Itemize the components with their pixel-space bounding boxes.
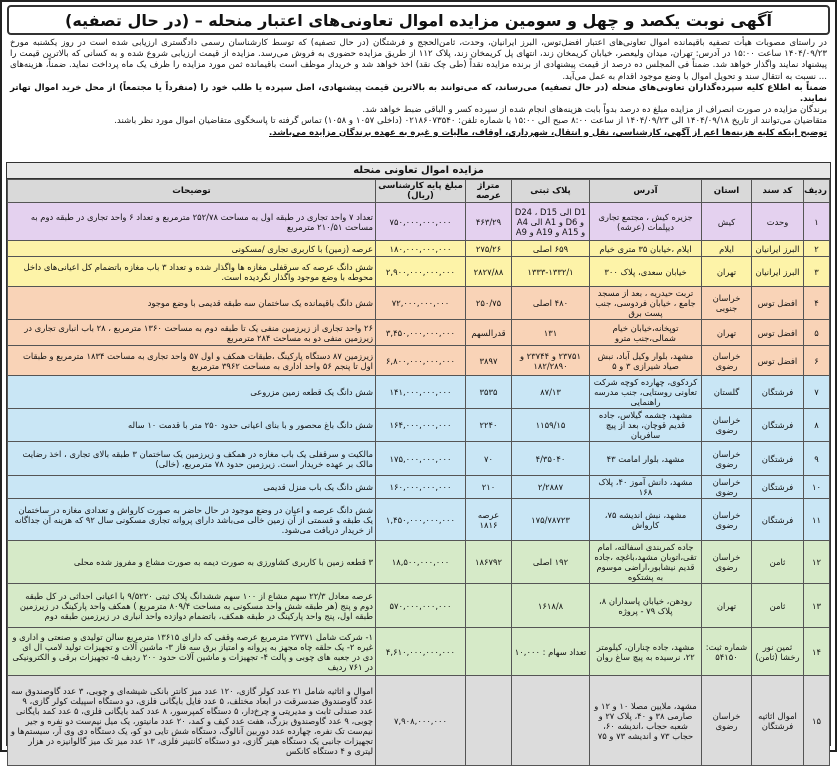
cell-doc-code: ثامن (752, 541, 804, 584)
cell-address: کردکوی، چهارده کوچه شرکت تعاونی روستایی، جنب مدرسه راهنمایی (590, 376, 702, 409)
cell-province: خراسان رضوی (702, 346, 752, 376)
cell-province: خراسان رضوی (702, 409, 752, 442)
cell-registration-plate: ۱۳۱ (512, 320, 590, 346)
cell-doc-code: افضل توس (752, 320, 804, 346)
cell-address: ایلام ،خیابان ۳۵ متری خیام (590, 241, 702, 257)
cell-province: خراسان رضوی (702, 476, 752, 499)
cell-area: قدرالسهم (466, 320, 512, 346)
cell-address: مشهد، چشمه گیلاس، جاده قدیم قوچان، بعد از پیچ سافریان (590, 409, 702, 442)
table-row (8, 241, 830, 257)
table-caption: مزایده اموال تعاونی منحله (7, 163, 830, 179)
cell-province: تهران (702, 584, 752, 628)
cell-doc-code: وحدت (752, 203, 804, 241)
cell-address: رودهن، خیابان پاسداران ۸، پلاک ۷۹ - پروژه (590, 584, 702, 628)
cell-province: خراسان رضوی (702, 541, 752, 584)
cell-province: تهران (702, 257, 752, 287)
cell-registration-plate: ۱۶۱۸/۸ (512, 584, 590, 628)
cell-row-number: ۱۴ (804, 628, 830, 676)
cell-province: خراسان رضوی (702, 499, 752, 541)
cell-description: شش دانگ باغ محصور و با بنای اعیانی حدود ۲۵۰ متر با قدمت ۱۰ ساله (8, 409, 376, 442)
cell-address: توپخانه،خیابان خیام شمالی،جنب مترو (590, 320, 702, 346)
header-base-price: مبلغ پایه کارشناسی (ریال) (376, 180, 466, 203)
cell-description: عرصه معادل ۲۲/۳ سهم مشاع از ۱۰۰ سهم ششدانگ پلاک ثبتی ۹/۵۲۲۰ با اعیانی احداثی در کل طبقه دوم و پنج (هر طبقه شش واحد مسکونی به مساحت ۸۰۹/۴ مترمربع ) همکف واحد پارکینگ در زیرزمین طبقه اول، پنج واحد پارکینگ در طبقه همکف، باتضمام دوازده واحد انباری در زیرزمین طبقه دوم (8, 584, 376, 628)
cell-address: مشهد، بلوار وکیل آباد، نبش صیاد شیرازی ۳ و ۵ (590, 346, 702, 376)
cell-province: تهران (702, 320, 752, 346)
intro-text (10, 38, 827, 158)
cell-registration-plate (512, 676, 590, 766)
cell-doc-code: افضل توس (752, 287, 804, 320)
cell-address: جاده کمربندی اسفالته، امام تقی،اتوبان مشهد،باغچه ،جاده قدیم نیشابور،اراضی موسوم به پشتکوه (590, 541, 702, 584)
cell-description: زیرزمین ۸۷ دستگاه پارکینگ ،طبقات همکف و اول ۵۷ واحد تجاری به مساحت ۱۸۳۴ مترمربع و طبقات اول تا پنجم ۵۶ واحد اداری به مساحت ۳۹۶۲ مترمربع (8, 346, 376, 376)
cell-area: ۱۸۶۷۹۲ (466, 541, 512, 584)
cell-description: مالکیت و سرقفلی یک باب مغازه در همکف و زیرزمین یک ساختمان ۳ طبقه بالای تجاری ، اخذ رضایت مالک بر عهده خریدار است. زیرزمین حدود ۷۸ مترمربع، (خالی) (8, 442, 376, 476)
cell-registration-plate: ۱۹۲ اصلی (512, 541, 590, 584)
cell-base-price: ۱۷۵,۰۰۰,۰۰۰,۰۰۰ (376, 442, 466, 476)
header-province: استان (702, 180, 752, 203)
cell-row-number: ۲ (804, 241, 830, 257)
cell-province: خراسان رضوی (702, 676, 752, 766)
table-row (8, 541, 830, 584)
table-row (8, 584, 830, 628)
cell-address: مشهد، جاده چناران، کیلومتر ۲۲، نرسیده به پیچ ساغ روان (590, 628, 702, 676)
cell-doc-code: اموال اثاثیه فرشتگان (752, 676, 804, 766)
cell-address: تربت حیدریه ، بعد از مسجد جامع ، خیابان فردوسی، جنب پست برق (590, 287, 702, 320)
cell-row-number: ۴ (804, 287, 830, 320)
cell-registration-plate: D1 الی D24 ، D15 و D6 و A1 الی A4 و A15 و A19 و A9 (512, 203, 590, 241)
cell-province: خراسان رضوی (702, 442, 752, 476)
cell-base-price: ۷۵۰,۰۰۰,۰۰۰,۰۰۰ (376, 203, 466, 241)
table-row (8, 257, 830, 287)
cell-description: شش دانگ یک باب منزل قدیمی (8, 476, 376, 499)
cell-description: شش دانگ باقیمانده یک ساختمان سه طبقه قدیمی با وضع موجود (8, 287, 376, 320)
table-row (8, 476, 830, 499)
cell-base-price: ۱۴۱,۰۰۰,۰۰۰,۰۰۰ (376, 376, 466, 409)
header-address: آدرس (590, 180, 702, 203)
cell-area: ۲۲۴۰ (466, 409, 512, 442)
table-row (8, 409, 830, 442)
table-row (8, 203, 830, 241)
cell-area: ۳۵۳۵ (466, 376, 512, 409)
cell-registration-plate: ۶۵۹ اصلی (512, 241, 590, 257)
cell-address: مشهد، ملایین مصلا ۱۰ و ۱۲ و صارمی ۳۸ و ۴۰، پلاک ۲۷ و شعبه حجاب ،اندیشه ۶۰، حجاب ۷۳ و اندیشه ۷۳ و ۷۵ (590, 676, 702, 766)
cell-registration-plate: ۲۳۷۵۱ و ۲۳۷۴۴ و ۱۸۲/۲۸۹۰ (512, 346, 590, 376)
cell-description: شش دانگ عرصه و اعیان در وضع موجود در حال حاضر به صورت کارواش و تعدادی مغازه در ساختمان یک طبقه و قسمتی از آن زمین خالی می‌باشد دارای پروانه تجاری مسکونی سال ۹۲ که هزینه آن جداگانه از خریدار دریافت می‌شود. (8, 499, 376, 541)
table-header-row (8, 180, 830, 203)
cell-registration-plate: ۲/۲۸۸۷ (512, 476, 590, 499)
table-row (8, 320, 830, 346)
cell-base-price: ۱۶۴,۰۰۰,۰۰۰,۰۰۰ (376, 409, 466, 442)
table-row (8, 287, 830, 320)
cell-doc-code: ثمین نور رخشا (ثامن) (752, 628, 804, 676)
cell-province: ایلام (702, 241, 752, 257)
cell-doc-code: البرز ایرانیان (752, 241, 804, 257)
cell-row-number: ۷ (804, 376, 830, 409)
intro-paragraph-1: در راستای مصوبات هیأت تصفیه باقیمانده اموال تعاونی‌های اعتبار افضل‌توس، البرز ایرانیان، وحدت، ثامن‌الحجج و فرشتگان (در حال تصفیه) که توسط کارشناسان رسمی دادگستری ارزیابی شده است در روز یکشنبه مورخ ۱۴۰۴/۰۹/۲۳ ساعت ۱۵:۰۰ در آدرس: تهران، میدان ولیعصر، خیابان کریمخان زند، انتهای پل کریمخان زند، پلاک ۱۱۲ از طریق مزایده حضوری به فروش می‌رسد. مزایده از قیمت ارزیابی شروع شده و به کسانی که بالاترین قیمت را پیشنهاد نمایند واگذار خواهد شد. ضمناً فی المجلس ده درصد از قیمت پیشنهادی از برنده مزایده نقداً (طی چک نقد) اخذ خواهد شد و خریدار موظف است باقیمانده ثمن مورد مزایده را ظرف یک ماه پرداخت نماید. ضمناً، هزینه‌های ... نسبت به انتقال سند و تحویل اموال با وضع موجود اقدام به عمل می‌آید. (10, 38, 827, 82)
cell-base-price: ۱۸۰,۰۰۰,۰۰۰,۰۰۰ (376, 241, 466, 257)
cell-row-number: ۸ (804, 409, 830, 442)
cell-area: ۲۷۵/۲۶ (466, 241, 512, 257)
cell-doc-code: البرز ایرانیان (752, 257, 804, 287)
cell-area (466, 628, 512, 676)
header-row-number: ردیف (804, 180, 830, 203)
cell-registration-plate: ۸۷/۱۳ (512, 376, 590, 409)
cell-row-number: ۱۵ (804, 676, 830, 766)
cell-doc-code: فرشتگان (752, 376, 804, 409)
intro-paragraph-5: توضیح اینکه کلیه هزینه‌ها اعم از آگهی، کارشناسی، نقل و انتقال، شهرداری، اوقاف، مالیات و غیره به عهده برندگان مزایده می‌باشد. (269, 127, 827, 138)
cell-base-price: ۷,۹۰۸,۰۰۰,۰۰۰ (376, 676, 466, 766)
cell-row-number: ۱ (804, 203, 830, 241)
cell-description: ۲۶ واحد تجاری از زیرزمین منفی یک تا طبقه دوم به مساحت ۱۳۶۰ مترمربع ، ۲۸ باب انباری تجاری در زیرزمین منفی دو به مساحت ۲۸۴ مترمربع (8, 320, 376, 346)
table-row (8, 442, 830, 476)
cell-base-price: ۱۶۰,۰۰۰,۰۰۰,۰۰۰ (376, 476, 466, 499)
cell-area: عرصه ۱۸۱۶ (466, 499, 512, 541)
header-doc-code: کد سند (752, 180, 804, 203)
cell-province: خراسان جنوبی (702, 287, 752, 320)
cell-row-number: ۵ (804, 320, 830, 346)
header-registration-plate: پلاک ثبتی (512, 180, 590, 203)
cell-base-price: ۱,۴۵۰,۰۰۰,۰۰۰,۰۰۰ (376, 499, 466, 541)
cell-doc-code: فرشتگان (752, 499, 804, 541)
cell-doc-code: افضل توس (752, 346, 804, 376)
cell-base-price: ۶,۸۰۰,۰۰۰,۰۰۰,۰۰۰ (376, 346, 466, 376)
intro-paragraph-2: ضمناً به اطلاع کلیه سپرده‌گذاران تعاونی‌های منحله (در حال تصفیه) می‌رساند، که می‌توانند به بالاترین قیمت پیشنهادی، اصل سپرده یا طلب خود را (منفرداً یا مجتمعاً) از محل خرید اموال تهاتر نمایند. (10, 82, 827, 105)
table-row (8, 676, 830, 766)
cell-doc-code: فرشتگان (752, 476, 804, 499)
cell-description: شش دانگ عرصه که سرقفلی مغازه ها واگذار شده و تعداد ۳ باب مغازه باتضمام کل اعیانی‌های داخل محوطه با وضع موجود واگذار نگردیده است. (8, 257, 376, 287)
cell-description: عرصه (زمین) با کاربری تجاری /مسکونی (8, 241, 376, 257)
cell-description: اموال و اثاثیه شامل ۲۱ عدد کولر گازی، ۱۲۰ عدد میز کانتر بانکی شیشه‌ای و چوبی، ۳ عدد گاوصندوق سه عدد گاوصندوق ضدسرقت در ابعاد مختلف، ۵ عدد فایل بایگانی فلزی، دو دستگاه اسپیلت کولر گازی، ۹ عدد صندلی ثابت و مدیریتی و چرخ‌دار، ۵ دستگاه کمپرسور، ۸ عدد کمد بایگانی فلزی، ۵ عدد کمد بایگانی چوبی، ۹ عدد گاوصندوق بزرگ، هفت عدد کیف و کمد، ۲۰ عدد مانیتور، یک میل نیم‌ست دو نفره و جیر نیم‌ست تک نفره، چهارده عدد دوربین آنالوگ، دستگاه شش تایی دو کو، یک دستگاه دی وی آر، سیستم‌ها و تجهیزات جانبی یک دستگاه هیتر گازی، دو دستگاه کانتینر فلزی، ۱۳ عدد میز تک میز گالوانیزه در هزار لیتری و ۴ دستگاه کانکس (8, 676, 376, 766)
cell-description: ۱- شرکت شامل ۲۷۳۷۱ مترمربع عرصه وقفی که دارای ۱۳۶۱۵ مترمربع سالن تولیدی و صنعتی و اداری و غیره ۲- یک حلقه چاه مجهز به پروانه و امتیاز برق سه فاز ۳- ماشین آلات و تجهیزات تولید لامپ ال ای دی در جعبه های چوبی و پالت ۴- تجهیزات و ماشین آلات حدود ۲۰۰ ردیف ۵- تجهیزات برقی و الکترونیکی در ۷۶۱ ردیف (8, 628, 376, 676)
cell-area: ۲۵۰/۷۵ (466, 287, 512, 320)
cell-registration-plate: ۴/۳۵۰۴۰ (512, 442, 590, 476)
cell-base-price: ۵۷۰,۰۰۰,۰۰۰,۰۰۰ (376, 584, 466, 628)
header-area: متراژ عرصه (466, 180, 512, 203)
intro-paragraph-4: متقاضیان می‌توانند از تاریخ ۱۴۰۴/۰۹/۱۸ الی ۱۴۰۴/۰۹/۲۳ از ساعت ۸:۰۰ صبح الی ۱۵:۰۰ با شماره تلفن: ۰۲۱۸۶۰۷۳۵۴۰ (داخلی ۱۰۵۷ و ۱۰۵۸) تماس گرفته تا پاسخگوی متقاضیان اموال مورد نظر باشند. (114, 116, 827, 127)
cell-row-number: ۱۰ (804, 476, 830, 499)
cell-row-number: ۱۱ (804, 499, 830, 541)
cell-area: ۷۰ (466, 442, 512, 476)
cell-row-number: ۹ (804, 442, 830, 476)
cell-area: ۲۱۰ (466, 476, 512, 499)
cell-address: مشهد، دانش آموز ۴۰، پلاک ۱۶۸ (590, 476, 702, 499)
cell-base-price: ۱۸,۵۰۰,۰۰۰,۰۰۰ (376, 541, 466, 584)
cell-area: ۳۸۹۷ (466, 346, 512, 376)
cell-doc-code: فرشتگان (752, 442, 804, 476)
cell-registration-plate: ۱۳۳۳-۱۳۳۲/۱ (512, 257, 590, 287)
cell-doc-code: ثامن (752, 584, 804, 628)
cell-description: تعداد ۷ واحد تجاری در طبقه اول به مساحت ۲۵۲/۷۸ مترمربع و تعداد ۶ واحد تجاری در طبقه دوم به مساحت ۲۱۰/۵۱ مترمربع (8, 203, 376, 241)
table-row (8, 628, 830, 676)
cell-base-price: ۳,۴۵۰,۰۰۰,۰۰۰,۰۰۰ (376, 320, 466, 346)
cell-address: مشهد، نبش اندیشه ۷۵، کارواش (590, 499, 702, 541)
cell-doc-code: فرشتگان (752, 409, 804, 442)
cell-description: شش دانگ یک قطعه زمین مزروعی (8, 376, 376, 409)
page-title: آگهی نوبت یکصد و چهل و سومین مزایده اموال تعاونی‌های اعتبار منحله – (در حال تصفیه) (7, 5, 830, 35)
cell-registration-plate: تعداد سهام : ۱۰,۰۰۰ (512, 628, 590, 676)
cell-description: ۳ قطعه زمین با کاربری کشاورزی به صورت دیمه به صورت مشاع و مفروز شده محلی (8, 541, 376, 584)
cell-registration-plate: ۴۸۰ اصلی (512, 287, 590, 320)
cell-area: ۴۶۳/۲۹ (466, 203, 512, 241)
cell-registration-plate: ۱۷۵/۷۸۷۲۳ (512, 499, 590, 541)
cell-row-number: ۱۲ (804, 541, 830, 584)
cell-row-number: ۳ (804, 257, 830, 287)
cell-province: گلستان (702, 376, 752, 409)
header-description: توضیحات (8, 180, 376, 203)
cell-base-price: ۲,۹۰۰,۰۰۰,۰۰۰,۰۰۰ (376, 257, 466, 287)
cell-row-number: ۱۳ (804, 584, 830, 628)
cell-address: جزیره کیش ، مجتمع تجاری دیپلمات (عرشه) (590, 203, 702, 241)
intro-paragraph-3: برندگان مزایده در صورت انصراف از مزایده مبلغ ده درصد بدواً بابت هزینه‌های انجام شده از سپرده کسر و الباقی ضبط خواهد شد. (362, 105, 827, 116)
cell-base-price: ۷۲,۰۰۰,۰۰۰,۰۰۰ (376, 287, 466, 320)
cell-base-price: ۴,۶۱۰,۰۰۰,۰۰۰,۰۰۰ (376, 628, 466, 676)
cell-province: شماره ثبت: ۵۴۱۵۰ (702, 628, 752, 676)
cell-address: مشهد، بلوار امامت ۴۳ (590, 442, 702, 476)
auction-table-container (6, 162, 831, 756)
cell-area (466, 584, 512, 628)
cell-registration-plate: ۱۱۵۹/۱۵ (512, 409, 590, 442)
cell-row-number: ۶ (804, 346, 830, 376)
cell-area: ۲۸۲۷/۸۸ (466, 257, 512, 287)
cell-province: کیش (702, 203, 752, 241)
table-row (8, 499, 830, 541)
cell-area (466, 676, 512, 766)
cell-address: خیابان سعدی، پلاک ۳۰۰ (590, 257, 702, 287)
table-row (8, 376, 830, 409)
auction-table (7, 179, 830, 766)
table-row (8, 346, 830, 376)
